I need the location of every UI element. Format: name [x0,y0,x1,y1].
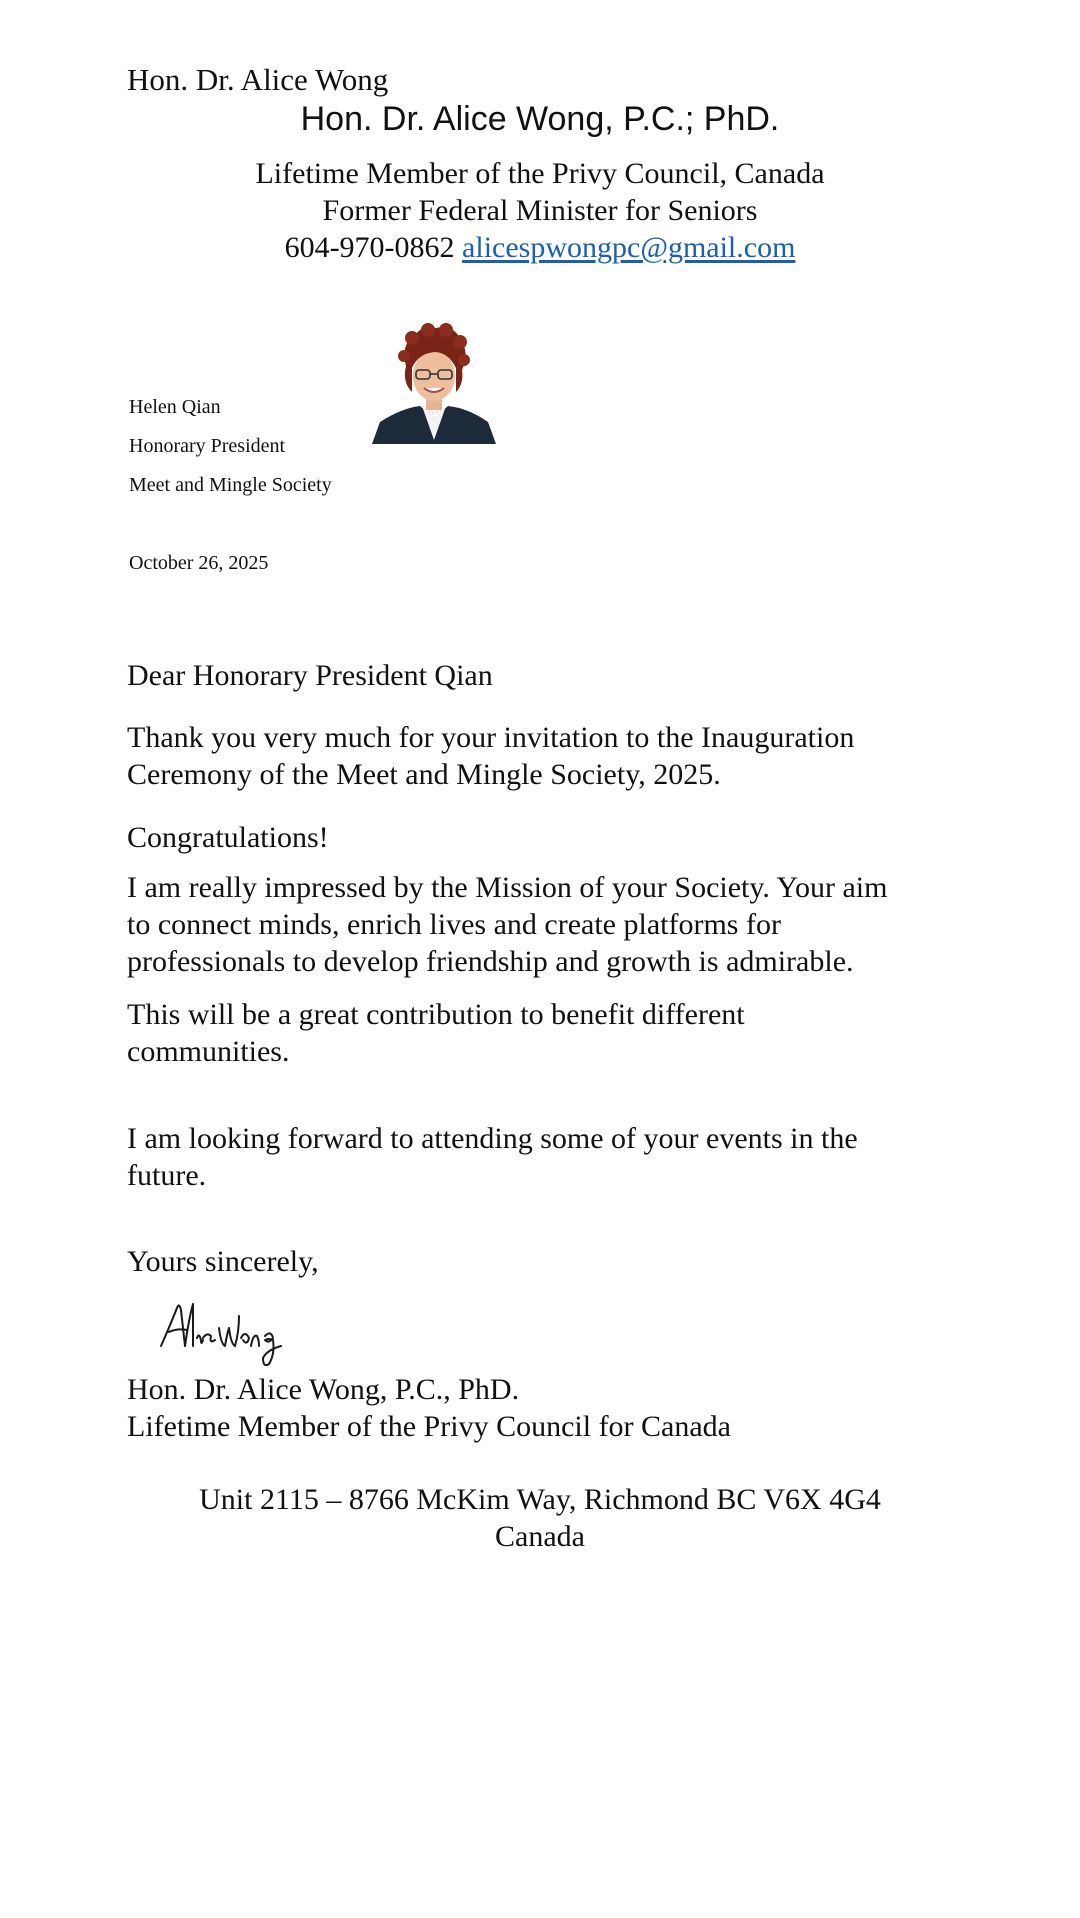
paragraph-3-line-2: communities. [127,1035,290,1068]
paragraph-2-line-3: professionals to develop friendship and growth is admirable. [127,945,854,978]
paragraph-2-line-2: to connect minds, enrich lives and create platforms for [127,908,781,941]
email-link[interactable]: alicespwongpc@gmail.com [462,231,796,264]
signatory-name: Hon. Dr. Alice Wong, P.C., PhD. [127,1373,520,1406]
paragraph-4-line-1: I am looking forward to attending some of your events in the [127,1122,858,1155]
letterhead-top-name: Hon. Dr. Alice Wong [127,62,389,97]
letterhead-line-privy-council: Lifetime Member of the Privy Council, Canada [255,157,825,190]
congratulations-line: Congratulations! [127,821,329,854]
salutation: Dear Honorary President Qian [127,659,493,692]
paragraph-3-line-1: This will be a great contribution to benefit different [127,998,745,1031]
paragraph-2-line-1: I am really impressed by the Mission of your Society. Your aim [127,871,888,904]
phone-number: 604-970-0862 [284,231,455,264]
handwritten-signature [155,1288,290,1370]
recipient-organization: Meet and Mingle Society [129,474,332,496]
letterhead-contact [0,231,1080,265]
paragraph-4-line-2: future. [127,1159,207,1192]
paragraph-1-line-2: Ceremony of the Meet and Mingle Society, 2025. [127,758,721,791]
closing: Yours sincerely, [127,1245,319,1278]
letterhead-title: Hon. Dr. Alice Wong, P.C.; PhD. [300,100,780,138]
portrait-photo [372,322,496,444]
address-line-1: Unit 2115 – 8766 McKim Way, Richmond BC V6X 4G4 [199,1483,881,1516]
paragraph-1-line-1: Thank you very much for your invitation to the Inauguration [127,721,855,754]
signatory-title: Lifetime Member of the Privy Council for Canada [127,1410,731,1443]
letter-date: October 26, 2025 [129,552,269,574]
recipient-name: Helen Qian [129,396,221,418]
letterhead-line-former-minister: Former Federal Minister for Seniors [322,194,758,227]
recipient-title: Honorary President [129,435,286,457]
address-line-2: Canada [495,1520,585,1553]
